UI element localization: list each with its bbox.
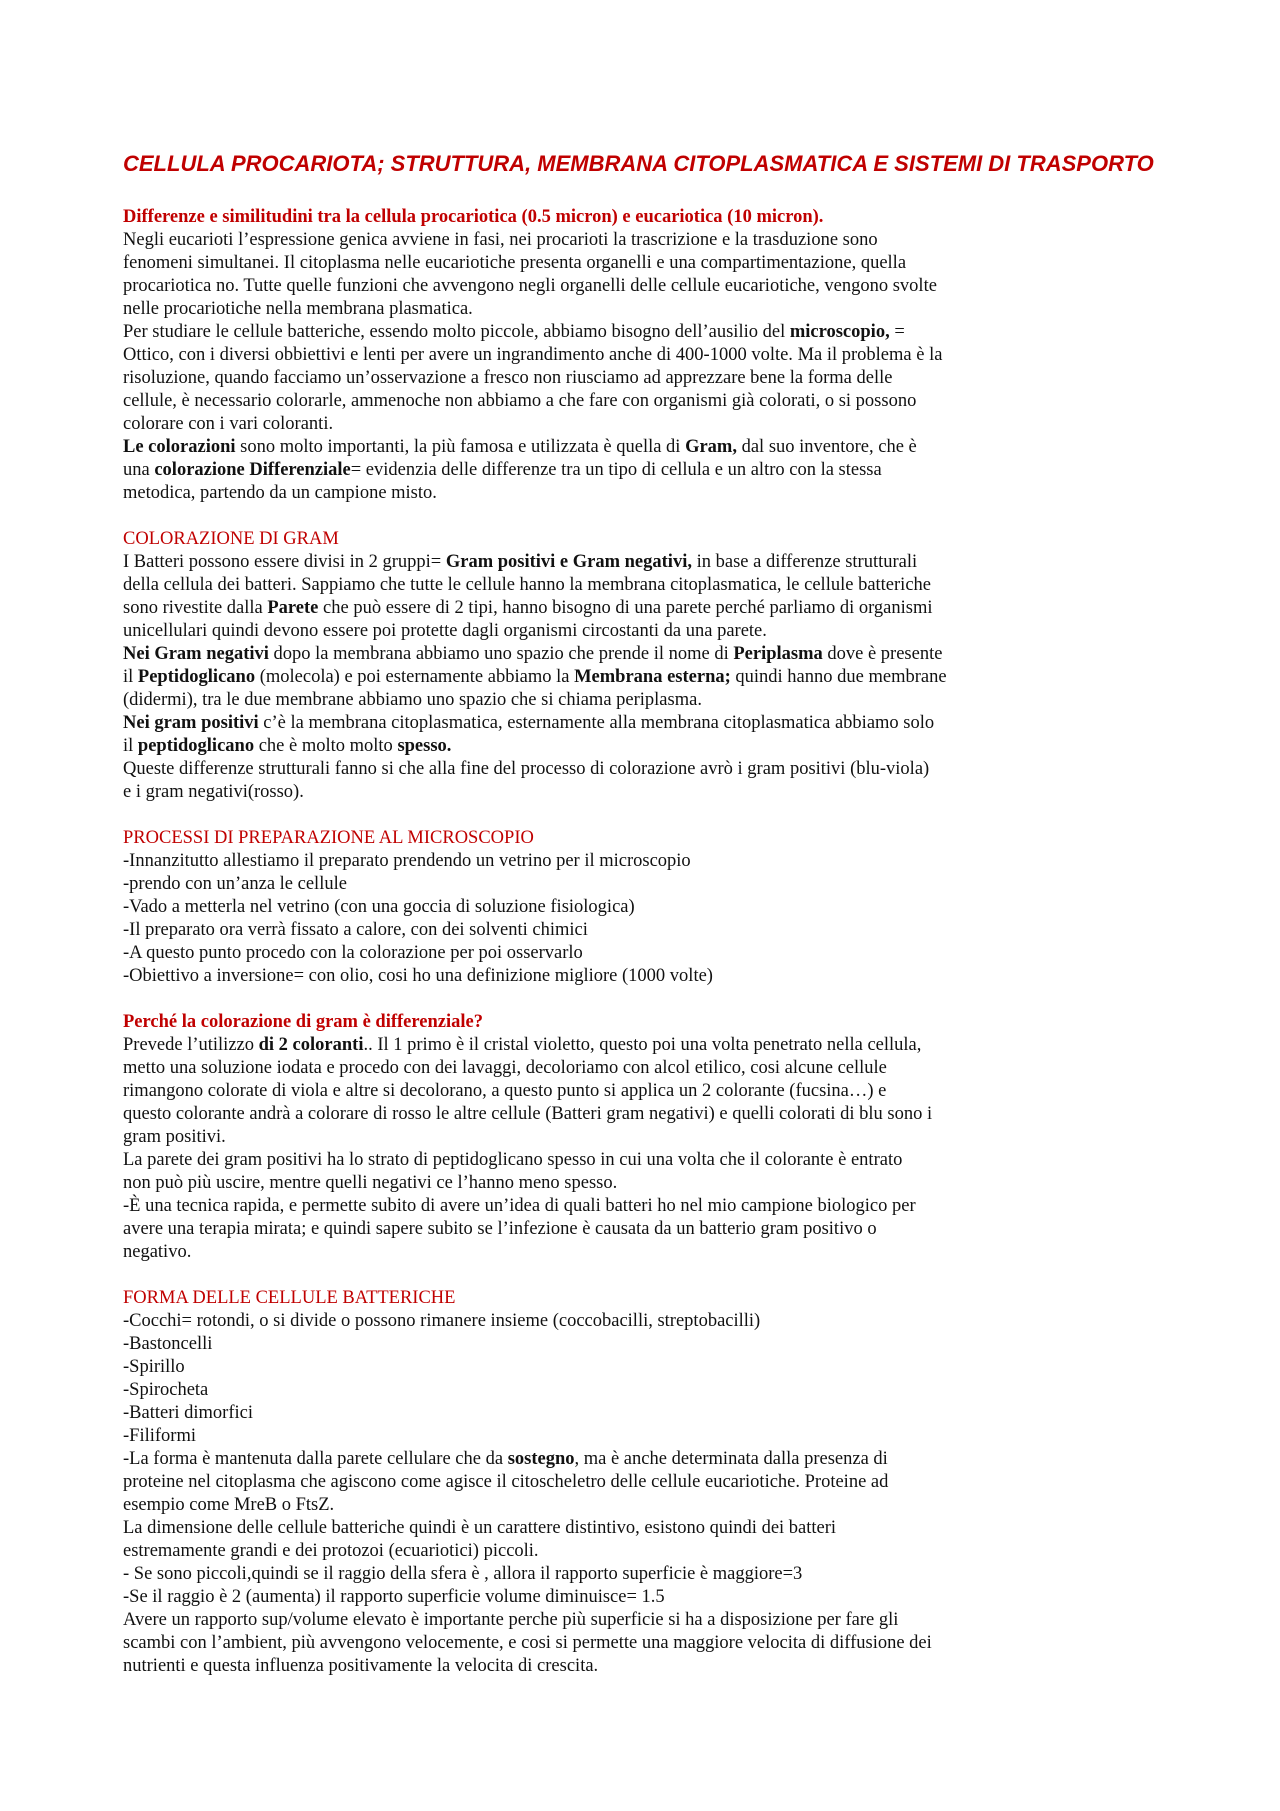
text-run: una	[123, 460, 155, 480]
text-run: Ottico, con i diversi obbiettivi e lenti per avere un ingrandimento anche di 400-1000 volte.	[123, 345, 793, 365]
forma-line: La dimensione delle cellule batteriche quindi è un carattere distintivo, esistono quindi dei batteri	[123, 1518, 837, 1538]
differenziale-line	[123, 1034, 1163, 1057]
bold-term: Le colorazioni	[123, 437, 236, 457]
section-forma	[123, 1287, 1163, 1678]
intro-line: nelle procariotiche nella membrana plasmatica.	[123, 299, 473, 319]
intro-line	[123, 321, 1163, 344]
bold-term: colorazione Differenziale	[154, 460, 351, 480]
forma-line: nutrienti e questa influenza positivamente la velocita di crescita.	[123, 1656, 599, 1676]
text-run: (molecola) e poi esternamente abbiamo la	[255, 667, 575, 687]
text-run: dove è presente	[822, 644, 943, 664]
bold-term: Periplasma	[733, 644, 823, 664]
text-run: dopo la membrana abbiamo uno spazio che prende il nome di	[268, 644, 734, 664]
bold-term: Peptidoglicano	[137, 667, 256, 687]
forma-line: scambi con l’ambient, più avvengono velocemente, e cosi si permette una maggiore velocita di diffusione dei	[123, 1633, 932, 1653]
differenziale-line: metto una soluzione iodata e procedo con dei lavaggi, decoloriamo con alcol etilico, cosi alcune cellule	[123, 1058, 887, 1078]
processi-step: -Il preparato ora verrà fissato a calore, con dei solventi chimici	[123, 920, 588, 940]
processi-step: -Vado a metterla nel vetrino (con una goccia di soluzione fisiologica)	[123, 897, 635, 917]
text-run: =	[889, 322, 905, 342]
intro-line: fenomeni simultanei. Il citoplasma nelle eucariotiche presenta organelli e una compartimentazione, quella	[123, 253, 907, 273]
gram-line: unicellulari quindi devono essere poi protette dagli organismi circostanti da una parete.	[123, 621, 767, 641]
bold-term: Parete	[267, 598, 319, 618]
text-run: = evidenzia delle differenze tra un tipo di cellula e un altro con la stessa	[350, 460, 882, 480]
processi-step: -A questo punto procedo con la colorazione per poi osservarlo	[123, 943, 583, 963]
bold-term: microscopio,	[789, 322, 890, 342]
bold-term: Membrana esterna;	[574, 667, 731, 687]
bold-term: peptidoglicano	[137, 736, 255, 756]
text-run: Ma il problema è la	[792, 345, 943, 365]
intro-line: procariotica no. Tutte quelle funzioni che avvengono negli organelli delle cellule eucariotiche, vengono svolte	[123, 276, 937, 296]
forma-list-item: -Bastoncelli	[123, 1334, 213, 1354]
forma-list-item: -Cocchi= rotondi, o si divide o possono rimanere insieme (coccobacilli, streptobacilli)	[123, 1311, 761, 1331]
gram-line	[123, 735, 1163, 758]
text-run: Prevede l’utilizzo	[123, 1035, 259, 1055]
differenziale-heading: Perché la colorazione di gram è differenziale?	[123, 1012, 483, 1032]
text-run: che può essere di 2 tipi, hanno bisogno di una parete perché parliamo di organismi	[318, 598, 933, 618]
section-intro	[123, 206, 1163, 505]
section-processi	[123, 827, 1163, 988]
intro-line: Negli eucarioti l’espressione genica avviene in fasi, nei procarioti la trascrizione e la trasduzione sono	[123, 230, 878, 250]
forma-line: - Se sono piccoli,quindi se il raggio della sfera è , allora il rapporto superficie è maggiore=3	[123, 1564, 803, 1584]
text-run: sono molto importanti, la più famosa e utilizzata è quella di	[235, 437, 686, 457]
intro-line	[123, 459, 1163, 482]
forma-line: esempio come MreB o FtsZ.	[123, 1495, 335, 1515]
forma-line: estremamente grandi e dei protozoi (ecuariotici) piccoli.	[123, 1541, 539, 1561]
forma-line	[123, 1448, 1163, 1471]
intro-line: metodica, partendo da un campione misto.	[123, 483, 437, 503]
text-run: I Batteri possono essere divisi in 2 gruppi=	[123, 552, 446, 572]
forma-list-item: -Spirillo	[123, 1357, 185, 1377]
bold-term: di 2 coloranti	[258, 1035, 364, 1055]
differenziale-line: questo colorante andrà a colorare di rosso le altre cellule (Batteri gram negativi) e quelli colorati di blu sono i	[123, 1104, 933, 1124]
text-run: il	[123, 736, 138, 756]
text-run: .. Il 1 primo è il cristal violetto, questo poi una volta penetrato nella cellula,	[363, 1035, 922, 1055]
forma-line: proteine nel citoplasma che agiscono come agisce il citoscheletro delle cellule eucariotiche. Proteine ad	[123, 1472, 889, 1492]
bold-term: spesso.	[397, 736, 452, 756]
bold-term: sostegno	[507, 1449, 575, 1469]
forma-heading: FORMA DELLE CELLULE BATTERICHE	[123, 1288, 456, 1308]
text-run: sono rivestite dalla	[123, 598, 268, 618]
differenziale-line: gram positivi.	[123, 1127, 226, 1147]
text-run: , ma è anche determinata dalla presenza di	[574, 1449, 888, 1469]
gram-line	[123, 551, 1163, 574]
processi-step: -Obiettivo a inversione= con olio, cosi ho una definizione migliore (1000 volte)	[123, 966, 713, 986]
text-run: dal suo inventore, che è	[736, 437, 917, 457]
section-differenziale	[123, 1011, 1163, 1264]
forma-list-item: -Spirocheta	[123, 1380, 209, 1400]
text-run: il	[123, 667, 138, 687]
text-run: c’è la membrana citoplasmatica, esternamente alla membrana citoplasmatica abbiamo solo	[258, 713, 935, 733]
gram-line	[123, 712, 1163, 735]
intro-line	[123, 436, 1163, 459]
gram-line	[123, 643, 1163, 666]
intro-line: cellule, è necessario colorarle, ammenoche non abbiamo a che fare con organismi già colorati, o si possono	[123, 391, 917, 411]
gram-line	[123, 597, 1163, 620]
forma-list-item: -Batteri dimorfici	[123, 1403, 253, 1423]
intro-line: risoluzione, quando facciamo un’osservazione a fresco non riusciamo ad apprezzare bene la forma delle	[123, 368, 893, 388]
differenziale-line: -È una tecnica rapida, e permette subito di avere un’idea di quali batteri ho nel mio campione biologico per	[123, 1196, 916, 1216]
text-run: che è molto molto	[254, 736, 398, 756]
intro-line	[123, 344, 1163, 367]
forma-line: Avere un rapporto sup/volume elevato è importante perche più superficie si ha a disposizione per fare gli	[123, 1610, 899, 1630]
intro-heading: Differenze e similitudini tra la cellula procariotica (0.5 micron) e eucariotica (10 micron).	[123, 207, 824, 227]
gram-line: Queste differenze strutturali fanno si che alla fine del processo di colorazione avrò i gram positivi (blu-viola)	[123, 759, 930, 779]
bold-term: Nei Gram negativi	[123, 644, 269, 664]
section-gram	[123, 528, 1163, 804]
document-page	[123, 150, 1163, 1701]
forma-list-item: -Filiformi	[123, 1426, 196, 1446]
text-run: in base a differenze strutturali	[691, 552, 918, 572]
document-title: CELLULA PROCARIOTA; STRUTTURA, MEMBRANA CITOPLASMATICA E SISTEMI DI TRASPORTO	[123, 151, 1154, 176]
bold-term: Nei gram positivi	[123, 713, 259, 733]
gram-heading: COLORAZIONE DI GRAM	[123, 529, 339, 549]
text-run: quindi hanno due membrane	[730, 667, 947, 687]
processi-step: -prendo con un’anza le cellule	[123, 874, 347, 894]
gram-line: e i gram negativi(rosso).	[123, 782, 304, 802]
gram-line: della cellula dei batteri. Sappiamo che tutte le cellule hanno la membrana citoplasmatica, le cellule batteriche	[123, 575, 931, 595]
gram-line: (didermi), tra le due membrane abbiamo uno spazio che si chiama periplasma.	[123, 690, 702, 710]
text-run: -La forma è mantenuta dalla parete cellulare che da	[123, 1449, 508, 1469]
differenziale-line: non può più uscire, mentre quelli negativi ce l’hanno meno spesso.	[123, 1173, 618, 1193]
processi-step: -Innanzitutto allestiamo il preparato prendendo un vetrino per il microscopio	[123, 851, 691, 871]
differenziale-line: rimangono colorate di viola e altre si decolorano, a questo punto si applica un 2 colorante (fucsina…) e	[123, 1081, 887, 1101]
intro-line: colorare con i vari coloranti.	[123, 414, 334, 434]
processi-heading: PROCESSI DI PREPARAZIONE AL MICROSCOPIO	[123, 828, 534, 848]
differenziale-line: negativo.	[123, 1242, 192, 1262]
bold-term: Gram,	[685, 437, 737, 457]
gram-line	[123, 666, 1163, 689]
forma-line: -Se il raggio è 2 (aumenta) il rapporto superficie volume diminuisce= 1.5	[123, 1587, 665, 1607]
text-run: Per studiare le cellule batteriche, essendo molto piccole, abbiamo bisogno dell’ausilio del	[123, 322, 790, 342]
bold-term: Gram positivi e Gram negativi,	[445, 552, 692, 572]
differenziale-line: La parete dei gram positivi ha lo strato di peptidoglicano spesso in cui una volta che il colorante è entrato	[123, 1150, 903, 1170]
differenziale-line: avere una terapia mirata; e quindi sapere subito se l’infezione è causata da un batterio gram positivo o	[123, 1219, 877, 1239]
